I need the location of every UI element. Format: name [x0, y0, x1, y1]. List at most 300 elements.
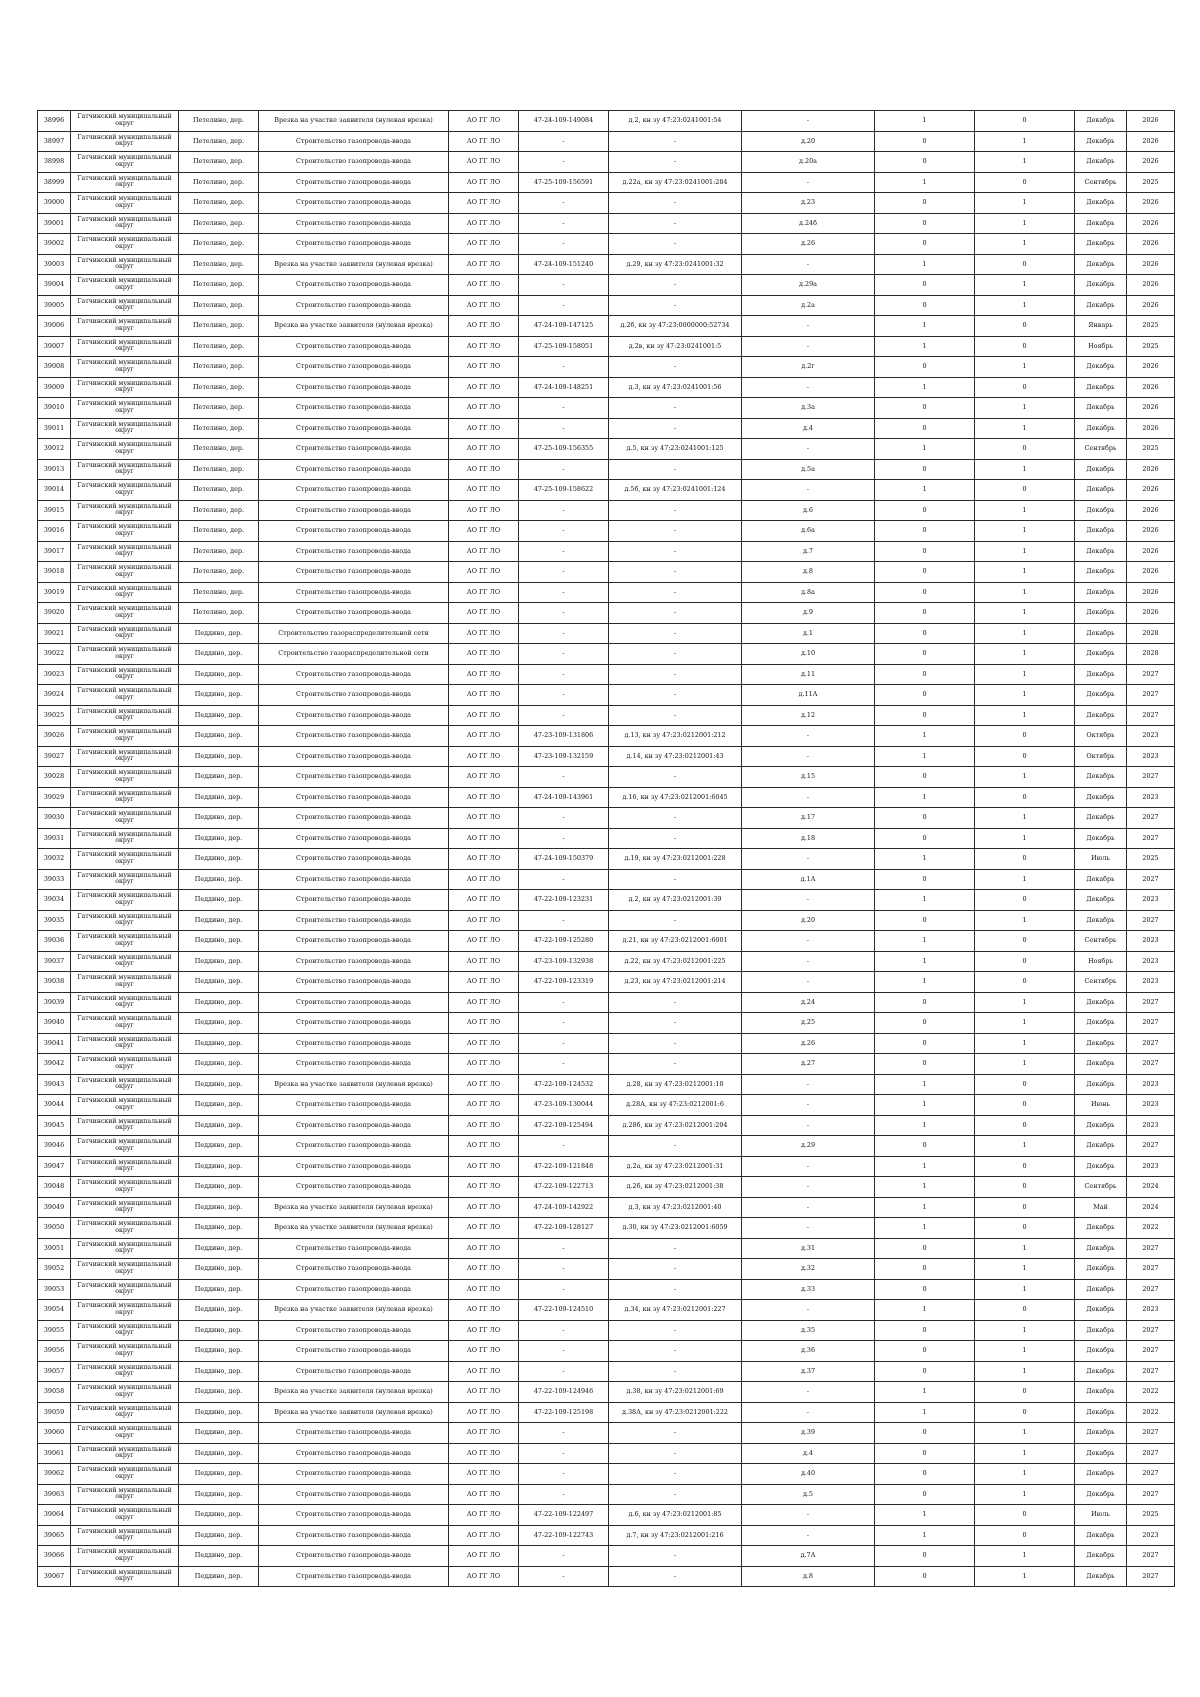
- address-cadastral-cell: -: [609, 910, 742, 931]
- indicator-a-cell: 1: [875, 1074, 975, 1095]
- municipality-cell: Гатчинский муниципальный округ: [71, 664, 179, 685]
- month-cell: Декабрь: [1075, 1546, 1127, 1567]
- month-cell: Декабрь: [1075, 418, 1127, 439]
- year-cell: 2027: [1127, 1054, 1175, 1075]
- address-cadastral-cell: д.2б, кн зу 47:23:0212001:38: [609, 1177, 742, 1198]
- settlement-cell: Петелино, дер.: [179, 603, 259, 624]
- indicator-a-cell: 1: [875, 439, 975, 460]
- indicator-a-cell: 0: [875, 992, 975, 1013]
- settlement-cell: Педдино, дер.: [179, 705, 259, 726]
- table-row: [38, 767, 1175, 788]
- work-type-cell: Строительство газопровода-ввода: [259, 357, 449, 378]
- address-cadastral-cell: -: [609, 1443, 742, 1464]
- address-cadastral-cell: -: [609, 459, 742, 480]
- application-number-cell: -: [519, 808, 609, 829]
- month-cell: Декабрь: [1075, 377, 1127, 398]
- house-number-cell: -: [742, 1525, 875, 1546]
- municipality-cell: Гатчинский муниципальный округ: [71, 1484, 179, 1505]
- year-cell: 2026: [1127, 213, 1175, 234]
- indicator-b-cell: 0: [975, 726, 1075, 747]
- application-number-cell: -: [519, 1279, 609, 1300]
- house-number-cell: д.8: [742, 562, 875, 583]
- indicator-a-cell: 1: [875, 316, 975, 337]
- row-number: 39066: [38, 1546, 71, 1567]
- row-number: 39010: [38, 398, 71, 419]
- work-type-cell: Строительство газопровода-ввода: [259, 1566, 449, 1587]
- organization-cell: АО ГГ ЛО: [449, 1423, 519, 1444]
- table-row: [38, 541, 1175, 562]
- address-cadastral-cell: -: [609, 582, 742, 603]
- row-number: 39044: [38, 1095, 71, 1116]
- organization-cell: АО ГГ ЛО: [449, 234, 519, 255]
- work-type-cell: Строительство газопровода-ввода: [259, 685, 449, 706]
- application-number-cell: -: [519, 541, 609, 562]
- organization-cell: АО ГГ ЛО: [449, 1013, 519, 1034]
- organization-cell: АО ГГ ЛО: [449, 582, 519, 603]
- indicator-a-cell: 1: [875, 951, 975, 972]
- indicator-b-cell: 1: [975, 1443, 1075, 1464]
- row-number: 39050: [38, 1218, 71, 1239]
- table-row: [38, 1279, 1175, 1300]
- municipality-cell: Гатчинский муниципальный округ: [71, 131, 179, 152]
- house-number-cell: д.8а: [742, 582, 875, 603]
- house-number-cell: -: [742, 787, 875, 808]
- municipality-cell: Гатчинский муниципальный округ: [71, 1382, 179, 1403]
- application-number-cell: -: [519, 1484, 609, 1505]
- settlement-cell: Педдино, дер.: [179, 869, 259, 890]
- work-type-cell: Строительство газопровода-ввода: [259, 972, 449, 993]
- year-cell: 2027: [1127, 1033, 1175, 1054]
- settlement-cell: Педдино, дер.: [179, 992, 259, 1013]
- municipality-cell: Гатчинский муниципальный округ: [71, 193, 179, 214]
- indicator-a-cell: 0: [875, 828, 975, 849]
- settlement-cell: Педдино, дер.: [179, 1115, 259, 1136]
- indicator-b-cell: 0: [975, 890, 1075, 911]
- settlement-cell: Петелино, дер.: [179, 336, 259, 357]
- house-number-cell: д.27: [742, 1054, 875, 1075]
- address-cadastral-cell: д.28А, кн зу 47:23:0212001:6: [609, 1095, 742, 1116]
- application-number-cell: -: [519, 1361, 609, 1382]
- application-number-cell: -: [519, 603, 609, 624]
- row-number: 39063: [38, 1484, 71, 1505]
- year-cell: 2026: [1127, 357, 1175, 378]
- municipality-cell: Гатчинский муниципальный округ: [71, 849, 179, 870]
- table-row: [38, 1484, 1175, 1505]
- settlement-cell: Педдино, дер.: [179, 910, 259, 931]
- row-number: 39032: [38, 849, 71, 870]
- municipality-cell: Гатчинский муниципальный округ: [71, 910, 179, 931]
- application-number-cell: 47-24-109-149084: [519, 111, 609, 132]
- house-number-cell: д.8: [742, 1566, 875, 1587]
- indicator-b-cell: 1: [975, 582, 1075, 603]
- municipality-cell: Гатчинский муниципальный округ: [71, 541, 179, 562]
- year-cell: 2027: [1127, 992, 1175, 1013]
- row-number: 39036: [38, 931, 71, 952]
- row-number: 39009: [38, 377, 71, 398]
- work-type-cell: Строительство газопровода-ввода: [259, 828, 449, 849]
- organization-cell: АО ГГ ЛО: [449, 890, 519, 911]
- application-number-cell: 47-22-109-124946: [519, 1382, 609, 1403]
- house-number-cell: д.24: [742, 992, 875, 1013]
- house-number-cell: д.1А: [742, 869, 875, 890]
- work-type-cell: Строительство газопровода-ввода: [259, 152, 449, 173]
- organization-cell: АО ГГ ЛО: [449, 644, 519, 665]
- organization-cell: АО ГГ ЛО: [449, 295, 519, 316]
- settlement-cell: Педдино, дер.: [179, 1546, 259, 1567]
- indicator-b-cell: 1: [975, 1136, 1075, 1157]
- year-cell: 2023: [1127, 1095, 1175, 1116]
- application-number-cell: 47-25-109-156591: [519, 172, 609, 193]
- month-cell: Октябрь: [1075, 746, 1127, 767]
- application-number-cell: 47-24-109-147125: [519, 316, 609, 337]
- month-cell: Декабрь: [1075, 1013, 1127, 1034]
- work-type-cell: Строительство газопровода-ввода: [259, 562, 449, 583]
- row-number: 39014: [38, 480, 71, 501]
- organization-cell: АО ГГ ЛО: [449, 992, 519, 1013]
- indicator-a-cell: 1: [875, 726, 975, 747]
- year-cell: 2022: [1127, 1382, 1175, 1403]
- month-cell: Декабрь: [1075, 541, 1127, 562]
- organization-cell: АО ГГ ЛО: [449, 213, 519, 234]
- month-cell: Декабрь: [1075, 213, 1127, 234]
- table-row: [38, 1423, 1175, 1444]
- address-cadastral-cell: -: [609, 767, 742, 788]
- house-number-cell: д.26: [742, 234, 875, 255]
- application-number-cell: -: [519, 910, 609, 931]
- table-row: [38, 1525, 1175, 1546]
- settlement-cell: Педдино, дер.: [179, 1505, 259, 1526]
- application-number-cell: 47-22-109-121848: [519, 1156, 609, 1177]
- table-row: [38, 1566, 1175, 1587]
- organization-cell: АО ГГ ЛО: [449, 787, 519, 808]
- house-number-cell: -: [742, 1074, 875, 1095]
- indicator-b-cell: 0: [975, 336, 1075, 357]
- indicator-a-cell: 0: [875, 1136, 975, 1157]
- address-cadastral-cell: д.21, кн зу 47:23:0212001:6001: [609, 931, 742, 952]
- row-number: 39030: [38, 808, 71, 829]
- municipality-cell: Гатчинский муниципальный округ: [71, 316, 179, 337]
- row-number: 39048: [38, 1177, 71, 1198]
- year-cell: 2026: [1127, 398, 1175, 419]
- house-number-cell: -: [742, 972, 875, 993]
- municipality-cell: Гатчинский муниципальный округ: [71, 992, 179, 1013]
- house-number-cell: д.15: [742, 767, 875, 788]
- settlement-cell: Петелино, дер.: [179, 377, 259, 398]
- work-type-cell: Строительство газопровода-ввода: [259, 1546, 449, 1567]
- organization-cell: АО ГГ ЛО: [449, 521, 519, 542]
- year-cell: 2026: [1127, 541, 1175, 562]
- house-number-cell: д.23: [742, 193, 875, 214]
- indicator-a-cell: 0: [875, 357, 975, 378]
- indicator-a-cell: 0: [875, 869, 975, 890]
- organization-cell: АО ГГ ЛО: [449, 603, 519, 624]
- year-cell: 2025: [1127, 316, 1175, 337]
- year-cell: 2027: [1127, 767, 1175, 788]
- month-cell: Декабрь: [1075, 767, 1127, 788]
- year-cell: 2026: [1127, 603, 1175, 624]
- indicator-b-cell: 0: [975, 254, 1075, 275]
- indicator-a-cell: 0: [875, 418, 975, 439]
- year-cell: 2023: [1127, 787, 1175, 808]
- work-type-cell: Строительство газопровода-ввода: [259, 1177, 449, 1198]
- address-cadastral-cell: -: [609, 1054, 742, 1075]
- month-cell: Декабрь: [1075, 1054, 1127, 1075]
- month-cell: Декабрь: [1075, 1156, 1127, 1177]
- row-number: 39004: [38, 275, 71, 296]
- indicator-a-cell: 0: [875, 910, 975, 931]
- municipality-cell: Гатчинский муниципальный округ: [71, 951, 179, 972]
- work-type-cell: Строительство газопровода-ввода: [259, 910, 449, 931]
- application-number-cell: -: [519, 1443, 609, 1464]
- application-number-cell: 47-22-109-124532: [519, 1074, 609, 1095]
- indicator-b-cell: 1: [975, 808, 1075, 829]
- table-row: [38, 480, 1175, 501]
- work-type-cell: Строительство газопровода-ввода: [259, 1259, 449, 1280]
- indicator-b-cell: 0: [975, 1197, 1075, 1218]
- month-cell: Май: [1075, 1197, 1127, 1218]
- year-cell: 2026: [1127, 111, 1175, 132]
- indicator-a-cell: 0: [875, 1238, 975, 1259]
- settlement-cell: Петелино, дер.: [179, 562, 259, 583]
- indicator-a-cell: 0: [875, 767, 975, 788]
- indicator-a-cell: 1: [875, 1156, 975, 1177]
- row-number: 39034: [38, 890, 71, 911]
- work-type-cell: Строительство газопровода-ввода: [259, 131, 449, 152]
- address-cadastral-cell: -: [609, 1566, 742, 1587]
- settlement-cell: Педдино, дер.: [179, 1013, 259, 1034]
- month-cell: Декабрь: [1075, 1566, 1127, 1587]
- indicator-b-cell: 1: [975, 213, 1075, 234]
- work-type-cell: Строительство газопровода-ввода: [259, 1484, 449, 1505]
- month-cell: Декабрь: [1075, 705, 1127, 726]
- work-type-cell: Строительство газопровода-ввода: [259, 849, 449, 870]
- month-cell: Декабрь: [1075, 910, 1127, 931]
- address-cadastral-cell: -: [609, 1259, 742, 1280]
- table-row: [38, 234, 1175, 255]
- application-number-cell: 47-23-109-132938: [519, 951, 609, 972]
- indicator-a-cell: 0: [875, 1054, 975, 1075]
- indicator-b-cell: 1: [975, 1464, 1075, 1485]
- indicator-a-cell: 1: [875, 787, 975, 808]
- address-cadastral-cell: д.13, кн зу 47:23:0212001:212: [609, 726, 742, 747]
- month-cell: Декабрь: [1075, 234, 1127, 255]
- indicator-b-cell: 0: [975, 1402, 1075, 1423]
- indicator-a-cell: 1: [875, 849, 975, 870]
- indicator-a-cell: 0: [875, 275, 975, 296]
- table-row: [38, 1074, 1175, 1095]
- address-cadastral-cell: д.19, кн зу 47:23:0212001:228: [609, 849, 742, 870]
- indicator-b-cell: 0: [975, 377, 1075, 398]
- address-cadastral-cell: д.23, кн зу 47:23:0212001:214: [609, 972, 742, 993]
- month-cell: Декабрь: [1075, 1341, 1127, 1362]
- settlement-cell: Педдино, дер.: [179, 1197, 259, 1218]
- month-cell: Декабрь: [1075, 398, 1127, 419]
- table-row: [38, 1382, 1175, 1403]
- year-cell: 2027: [1127, 869, 1175, 890]
- address-cadastral-cell: -: [609, 1361, 742, 1382]
- settlement-cell: Педдино, дер.: [179, 623, 259, 644]
- organization-cell: АО ГГ ЛО: [449, 1095, 519, 1116]
- address-cadastral-cell: -: [609, 1320, 742, 1341]
- indicator-b-cell: 1: [975, 910, 1075, 931]
- settlement-cell: Педдино, дер.: [179, 1095, 259, 1116]
- municipality-cell: Гатчинский муниципальный округ: [71, 1464, 179, 1485]
- row-number: 39067: [38, 1566, 71, 1587]
- house-number-cell: д.17: [742, 808, 875, 829]
- indicator-b-cell: 1: [975, 152, 1075, 173]
- work-type-cell: Врезка на участке заявителя (нулевая врезка): [259, 111, 449, 132]
- address-cadastral-cell: -: [609, 234, 742, 255]
- municipality-cell: Гатчинский муниципальный округ: [71, 1054, 179, 1075]
- application-number-cell: 47-22-109-123231: [519, 890, 609, 911]
- work-type-cell: Строительство газопровода-ввода: [259, 398, 449, 419]
- table-row: [38, 459, 1175, 480]
- indicator-b-cell: 1: [975, 1033, 1075, 1054]
- settlement-cell: Педдино, дер.: [179, 1279, 259, 1300]
- month-cell: Декабрь: [1075, 869, 1127, 890]
- organization-cell: АО ГГ ЛО: [449, 726, 519, 747]
- address-cadastral-cell: -: [609, 562, 742, 583]
- municipality-cell: Гатчинский муниципальный округ: [71, 1136, 179, 1157]
- settlement-cell: Педдино, дер.: [179, 1259, 259, 1280]
- work-type-cell: Строительство газопровода-ввода: [259, 1320, 449, 1341]
- municipality-cell: Гатчинский муниципальный округ: [71, 972, 179, 993]
- row-number: 39024: [38, 685, 71, 706]
- house-number-cell: -: [742, 931, 875, 952]
- application-number-cell: 47-24-109-148251: [519, 377, 609, 398]
- year-cell: 2027: [1127, 910, 1175, 931]
- work-type-cell: Строительство газопровода-ввода: [259, 992, 449, 1013]
- indicator-b-cell: 0: [975, 1300, 1075, 1321]
- house-number-cell: -: [742, 336, 875, 357]
- month-cell: Декабрь: [1075, 1136, 1127, 1157]
- municipality-cell: Гатчинский муниципальный округ: [71, 1525, 179, 1546]
- year-cell: 2025: [1127, 172, 1175, 193]
- organization-cell: АО ГГ ЛО: [449, 459, 519, 480]
- month-cell: Декабрь: [1075, 1300, 1127, 1321]
- indicator-a-cell: 1: [875, 1177, 975, 1198]
- indicator-a-cell: 1: [875, 172, 975, 193]
- year-cell: 2026: [1127, 152, 1175, 173]
- row-number: 39018: [38, 562, 71, 583]
- table-row: [38, 1320, 1175, 1341]
- application-number-cell: -: [519, 562, 609, 583]
- table-row: [38, 521, 1175, 542]
- year-cell: 2025: [1127, 849, 1175, 870]
- application-number-cell: 47-22-109-125280: [519, 931, 609, 952]
- month-cell: Декабрь: [1075, 1279, 1127, 1300]
- address-cadastral-cell: -: [609, 1464, 742, 1485]
- work-type-cell: Строительство газопровода-ввода: [259, 890, 449, 911]
- indicator-a-cell: 0: [875, 623, 975, 644]
- work-type-cell: Строительство газопровода-ввода: [259, 541, 449, 562]
- application-number-cell: -: [519, 705, 609, 726]
- municipality-cell: Гатчинский муниципальный округ: [71, 1505, 179, 1526]
- house-number-cell: д.11А: [742, 685, 875, 706]
- organization-cell: АО ГГ ЛО: [449, 275, 519, 296]
- municipality-cell: Гатчинский муниципальный округ: [71, 869, 179, 890]
- table-row: [38, 726, 1175, 747]
- application-number-cell: 47-22-109-125198: [519, 1402, 609, 1423]
- municipality-cell: Гатчинский муниципальный округ: [71, 459, 179, 480]
- address-cadastral-cell: д.7, кн зу 47:23:0212001:216: [609, 1525, 742, 1546]
- indicator-a-cell: 0: [875, 582, 975, 603]
- work-type-cell: Строительство газопровода-ввода: [259, 213, 449, 234]
- address-cadastral-cell: д.2а, кн зу 47:23:0212001:31: [609, 1156, 742, 1177]
- organization-cell: АО ГГ ЛО: [449, 1464, 519, 1485]
- settlement-cell: Петелино, дер.: [179, 213, 259, 234]
- application-number-cell: -: [519, 193, 609, 214]
- municipality-cell: Гатчинский муниципальный округ: [71, 767, 179, 788]
- year-cell: 2023: [1127, 1115, 1175, 1136]
- settlement-cell: Педдино, дер.: [179, 1156, 259, 1177]
- house-number-cell: -: [742, 1402, 875, 1423]
- house-number-cell: д.10: [742, 644, 875, 665]
- organization-cell: АО ГГ ЛО: [449, 1136, 519, 1157]
- work-type-cell: Строительство газопровода-ввода: [259, 869, 449, 890]
- year-cell: 2027: [1127, 664, 1175, 685]
- indicator-b-cell: 1: [975, 828, 1075, 849]
- row-number: 39060: [38, 1423, 71, 1444]
- municipality-cell: Гатчинский муниципальный округ: [71, 644, 179, 665]
- row-number: 39026: [38, 726, 71, 747]
- organization-cell: АО ГГ ЛО: [449, 1156, 519, 1177]
- organization-cell: АО ГГ ЛО: [449, 1033, 519, 1054]
- row-number: 38999: [38, 172, 71, 193]
- address-cadastral-cell: -: [609, 828, 742, 849]
- month-cell: Январь: [1075, 316, 1127, 337]
- indicator-a-cell: 0: [875, 500, 975, 521]
- application-number-cell: 47-25-109-158622: [519, 480, 609, 501]
- row-number: 39015: [38, 500, 71, 521]
- application-number-cell: -: [519, 828, 609, 849]
- municipality-cell: Гатчинский муниципальный округ: [71, 1566, 179, 1587]
- indicator-a-cell: 0: [875, 1361, 975, 1382]
- address-cadastral-cell: -: [609, 623, 742, 644]
- work-type-cell: Строительство газопровода-ввода: [259, 664, 449, 685]
- organization-cell: АО ГГ ЛО: [449, 1197, 519, 1218]
- address-cadastral-cell: -: [609, 1546, 742, 1567]
- row-number: 39021: [38, 623, 71, 644]
- indicator-b-cell: 0: [975, 316, 1075, 337]
- indicator-b-cell: 0: [975, 1218, 1075, 1239]
- month-cell: Декабрь: [1075, 1484, 1127, 1505]
- house-number-cell: д.33: [742, 1279, 875, 1300]
- indicator-a-cell: 0: [875, 1320, 975, 1341]
- settlement-cell: Петелино, дер.: [179, 172, 259, 193]
- indicator-b-cell: 1: [975, 1423, 1075, 1444]
- house-number-cell: д.40: [742, 1464, 875, 1485]
- year-cell: 2026: [1127, 275, 1175, 296]
- work-type-cell: Строительство газопровода-ввода: [259, 726, 449, 747]
- year-cell: 2024: [1127, 1197, 1175, 1218]
- address-cadastral-cell: -: [609, 418, 742, 439]
- municipality-cell: Гатчинский муниципальный округ: [71, 726, 179, 747]
- row-number: 39013: [38, 459, 71, 480]
- settlement-cell: Петелино, дер.: [179, 111, 259, 132]
- work-type-cell: Строительство газопровода-ввода: [259, 746, 449, 767]
- settlement-cell: Петелино, дер.: [179, 398, 259, 419]
- municipality-cell: Гатчинский муниципальный округ: [71, 1259, 179, 1280]
- settlement-cell: Педдино, дер.: [179, 644, 259, 665]
- row-number: 39019: [38, 582, 71, 603]
- municipality-cell: Гатчинский муниципальный округ: [71, 1361, 179, 1382]
- indicator-b-cell: 1: [975, 869, 1075, 890]
- settlement-cell: Педдино, дер.: [179, 664, 259, 685]
- year-cell: 2027: [1127, 1484, 1175, 1505]
- organization-cell: АО ГГ ЛО: [449, 377, 519, 398]
- municipality-cell: Гатчинский муниципальный округ: [71, 603, 179, 624]
